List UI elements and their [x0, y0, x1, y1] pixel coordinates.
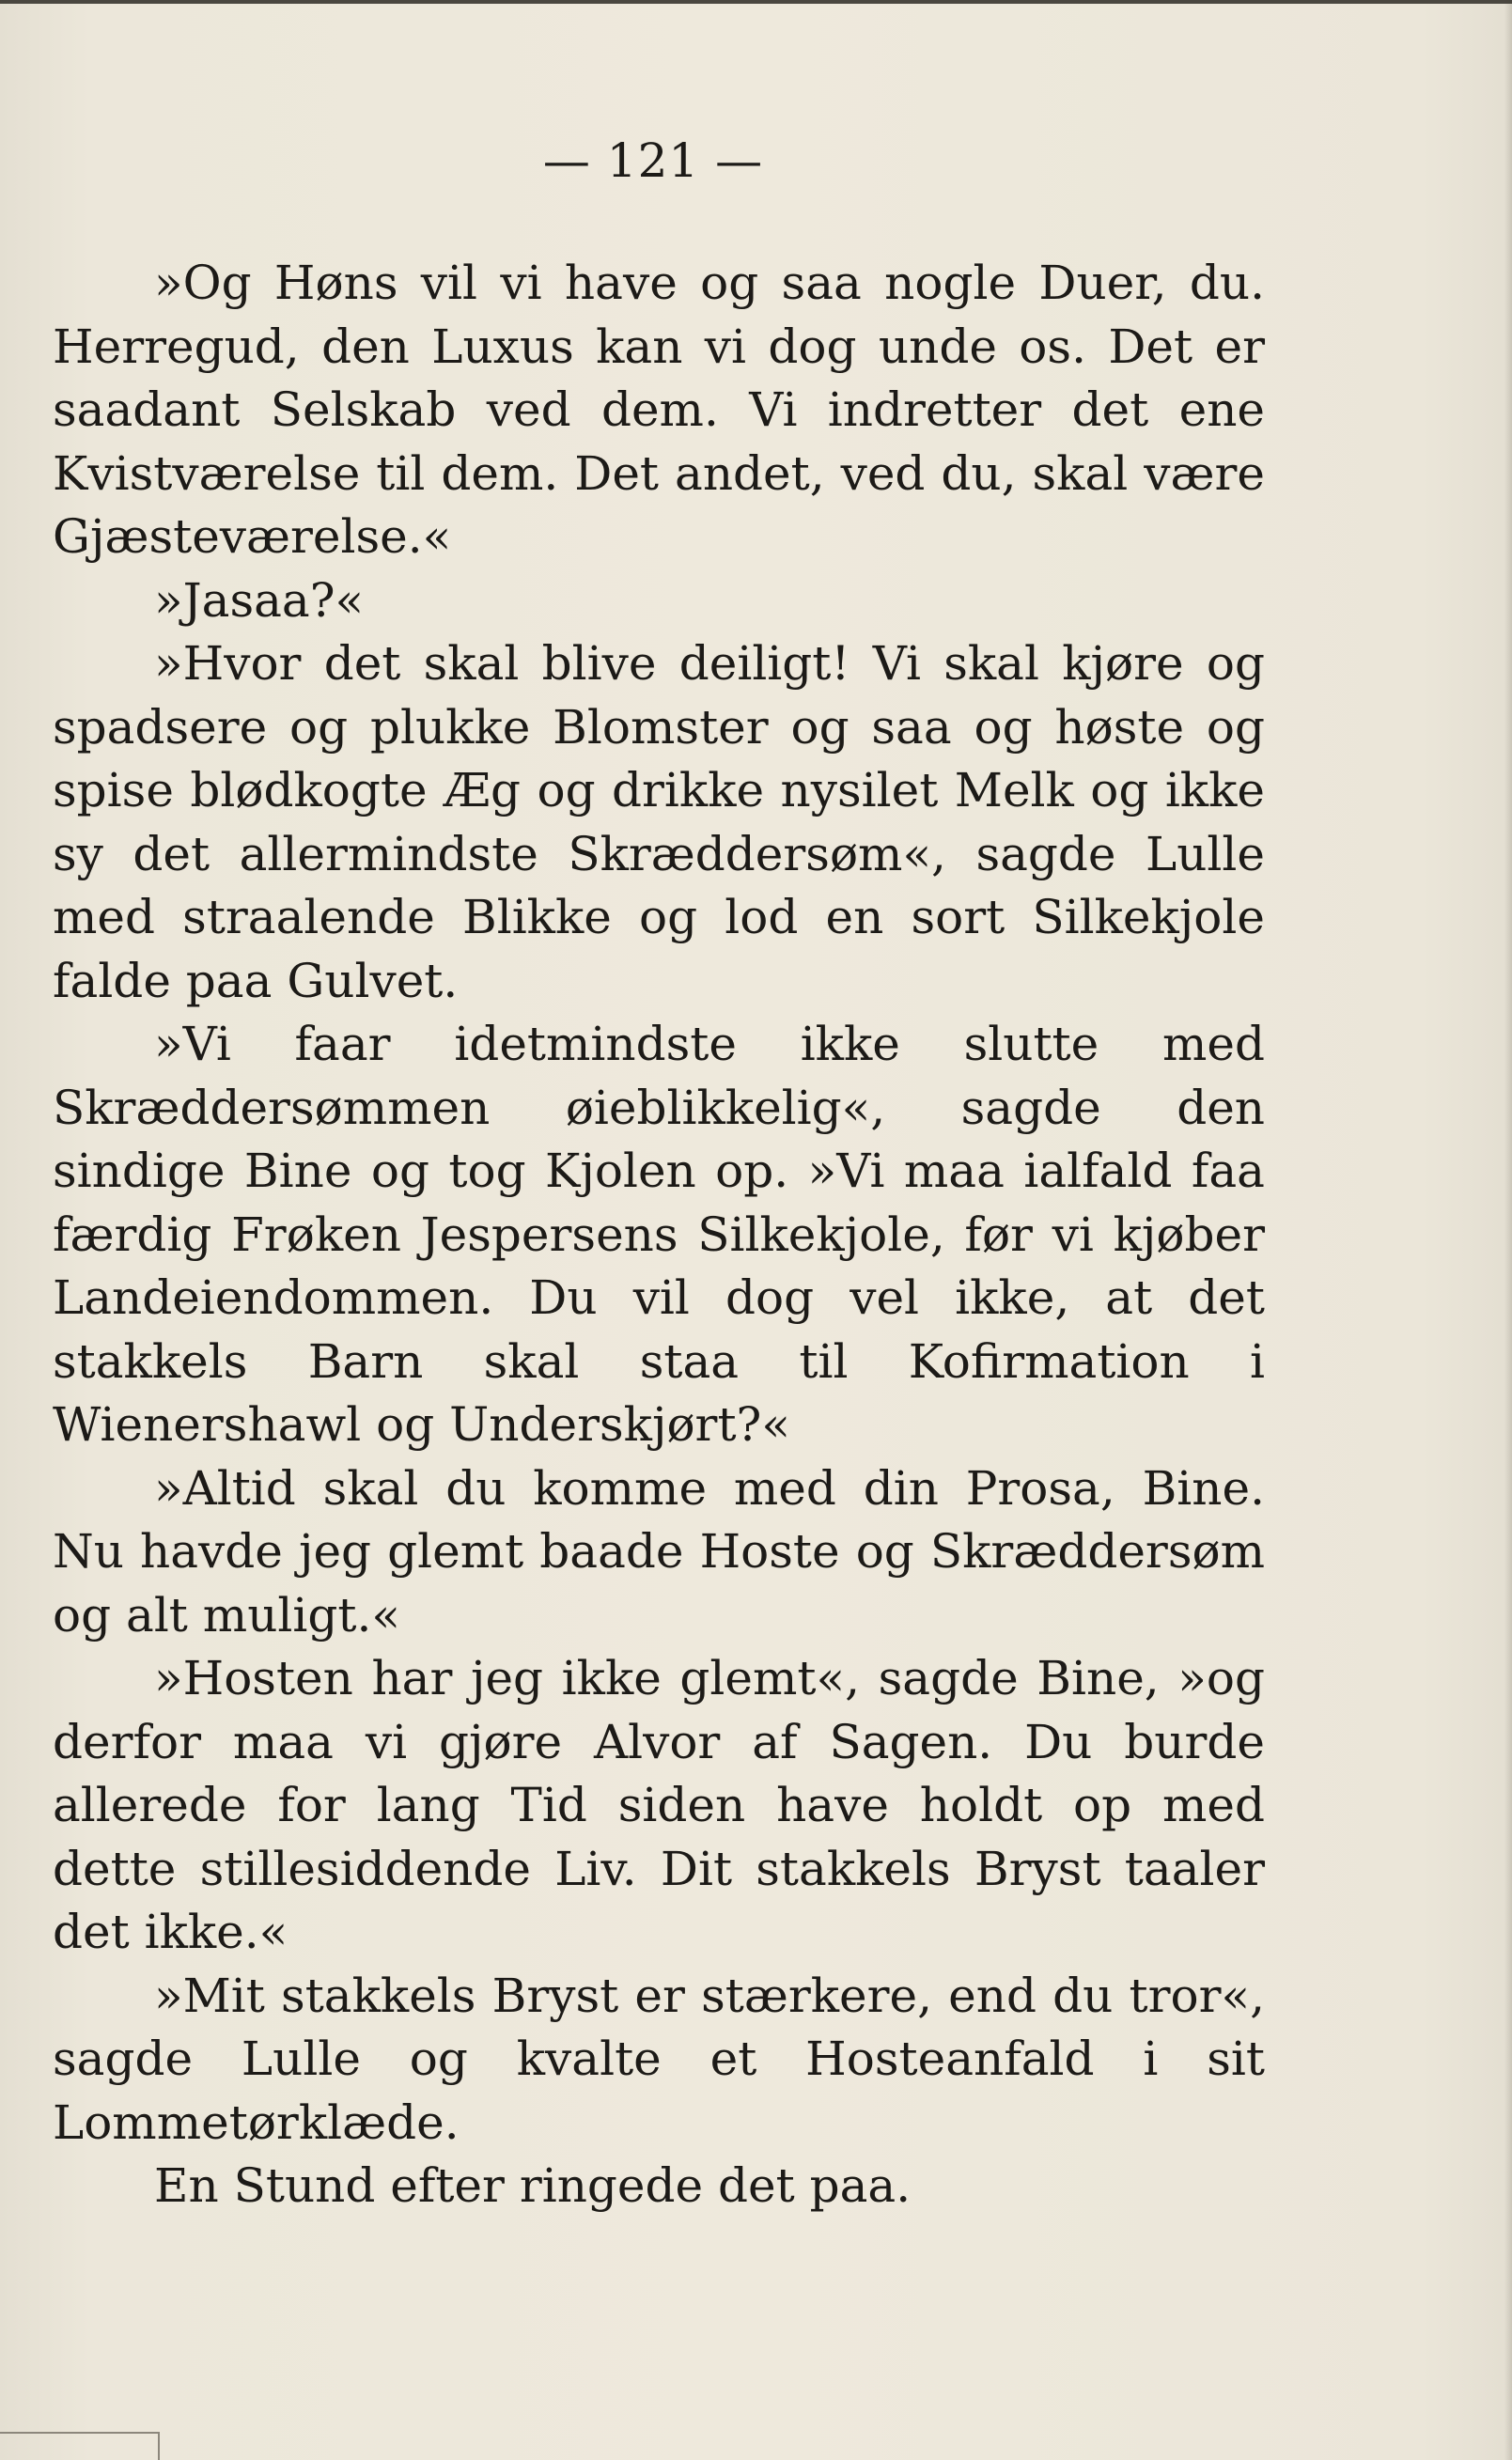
scan-bottom-tick [158, 2432, 160, 2460]
page-number: — 121 — [542, 133, 764, 188]
paragraph-5: »Altid skal du komme med din Prosa, Bine. Nu havde jeg glemt baade Hoste og Skræddersøm og alt muligt.« [53, 1460, 1265, 1643]
scan-bottom-rule [0, 2432, 158, 2434]
paragraph-1: »Og Høns vil vi have og saa nogle Duer, du. Herregud, den Luxus kan vi dog unde os. Det er saadant Selskab ved dem. Vi indretter det ene Kvistværelse til dem. Det andet, ved du, skal være Gjæsteværelse.« [53, 256, 1265, 564]
paragraph-6: »Hosten har jeg ikke glemt«, sagde Bine, »og derfor maa vi gjøre Alvor af Sagen. Du burde allerede for lang Tid siden have holdt op med dette stillesiddende Liv. Dit stakkels Bryst taaler det ikke.« [53, 1651, 1265, 1959]
scan-top-edge [0, 0, 1512, 4]
paragraph-7: »Mit stakkels Bryst er stærkere, end du tror«, sagde Lulle og kvalte et Hosteanfald i sit Lommetørklæde. [53, 1968, 1265, 2150]
paragraph-2: »Jasaa?« [154, 572, 365, 628]
paragraph-8: En Stund efter ringede det paa. [154, 2158, 912, 2213]
paragraph-3: »Hvor det skal blive deiligt! Vi skal kjøre og spadsere og plukke Blomster og saa og høste og spise blødkogte Æg og drikke nysilet Melk og ikke sy det allermindste Skræddersøm«, sagde Lulle med straalende Blikke og lod en sort Silkekjole falde paa Gulvet. [53, 636, 1265, 1008]
body-text [53, 252, 1265, 2219]
paragraph-4: »Vi faar idetmindste ikke slutte med Skræddersømmen øieblikkelig«, sagde den sindige Bine og tog Kjolen op. »Vi maa ialfald faa færdig Frøken Jespersens Silkekjole, før vi kjøber Landeiendommen. Du vil dog vel ikke, at det stakkels Barn skal staa til Kofirmation i Wienershawl og Underskjørt?« [53, 1017, 1265, 1452]
page-gutter-shadow [1504, 0, 1512, 2460]
